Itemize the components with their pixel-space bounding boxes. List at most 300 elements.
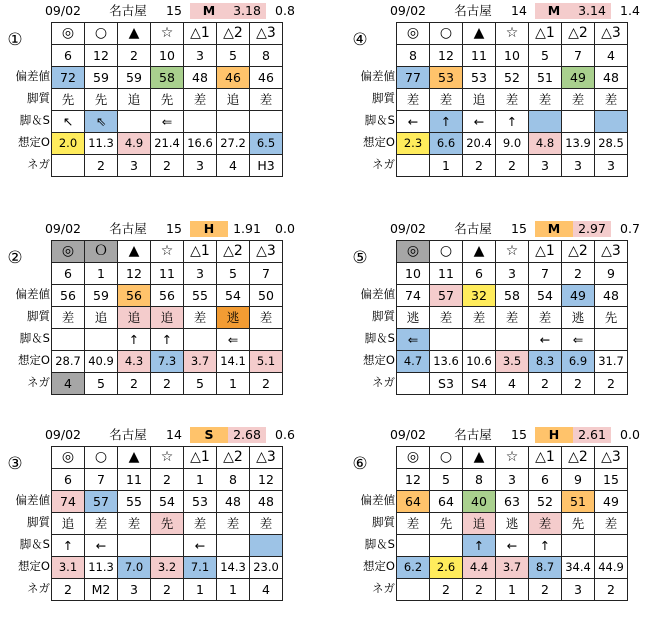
negative-cell: 1 [430, 155, 463, 177]
race-card-6 [345, 424, 667, 628]
estimated-odds-cell: 4.4 [463, 557, 496, 579]
estimated-odds-cell: 10.6 [463, 351, 496, 373]
race-venue: 名古屋 [454, 3, 492, 18]
diff-value: 0.0 [620, 427, 640, 442]
negative-row [397, 579, 628, 601]
estimated-odds-cell: 4.9 [118, 133, 151, 155]
negative-cell: H3 [250, 155, 283, 177]
hensachi-cell: 74 [397, 285, 430, 307]
negative-cell: 4 [217, 155, 250, 177]
race-date: 09/02 [44, 427, 82, 442]
row-label: 脚＆S [364, 113, 395, 127]
hensachi-cell: 64 [397, 491, 430, 513]
hensachi-cell: 51 [562, 491, 595, 513]
mark-cell: △2 [217, 447, 250, 469]
mark-cell: ○ [85, 447, 118, 469]
horse-number-cell: 1 [85, 263, 118, 285]
mark-cell: ☆ [496, 241, 529, 263]
running-style-cell: 逃 [496, 513, 529, 535]
mark-row [397, 241, 628, 263]
horse-number-cell: 7 [85, 469, 118, 491]
mark-row [397, 447, 628, 469]
running-style-cell: 差 [529, 89, 562, 111]
running-style-cell: 追 [217, 89, 250, 111]
leg-speed-cell: ← [529, 329, 562, 351]
negative-cell: 3 [118, 579, 151, 601]
race-table [396, 446, 628, 601]
running-style-cell: 差 [397, 513, 430, 535]
running-style-cell: 差 [496, 89, 529, 111]
negative-cell: 3 [562, 155, 595, 177]
negative-cell: 4 [52, 373, 85, 395]
mark-cell: △2 [562, 241, 595, 263]
row-label: 脚＆S [19, 537, 50, 551]
hensachi-cell: 52 [529, 491, 562, 513]
horse-number-cell: 3 [496, 469, 529, 491]
estimated-odds-cell: 6.6 [430, 133, 463, 155]
row-label: 脚＆S [19, 331, 50, 345]
race-card-2 [0, 218, 322, 422]
estimated-odds-cell: 7.1 [184, 557, 217, 579]
row-label: 脚質 [27, 515, 50, 529]
hensachi-cell: 59 [85, 285, 118, 307]
mark-cell: △3 [595, 447, 628, 469]
mark-cell: ◎ [397, 447, 430, 469]
row-label: 想定O [362, 135, 395, 149]
race-header [0, 0, 322, 22]
hensachi-row [52, 491, 283, 513]
running-style-row [397, 513, 628, 535]
row-label: 偏差値 [15, 493, 50, 507]
negative-cell: M2 [85, 579, 118, 601]
horse-number-cell: 11 [430, 263, 463, 285]
race-venue: 名古屋 [454, 427, 492, 442]
horse-number-cell: 3 [496, 263, 529, 285]
row-label: 脚質 [27, 309, 50, 323]
hensachi-cell: 48 [184, 67, 217, 89]
row-label: 脚＆S [364, 537, 395, 551]
negative-cell: 2 [151, 373, 184, 395]
estimated-odds-cell: 27.2 [217, 133, 250, 155]
running-style-cell: 差 [184, 307, 217, 329]
running-style-cell: 先 [52, 89, 85, 111]
horse-number-cell: 8 [463, 469, 496, 491]
hensachi-cell: 57 [430, 285, 463, 307]
hensachi-cell: 54 [217, 285, 250, 307]
negative-cell: 1 [217, 373, 250, 395]
negative-row [397, 155, 628, 177]
running-style-cell: 追 [151, 307, 184, 329]
leg-speed-cell [52, 329, 85, 351]
mark-cell: ▲ [463, 241, 496, 263]
hensachi-cell: 55 [118, 491, 151, 513]
race-number: ① [7, 30, 23, 50]
mark-cell: ◎ [52, 241, 85, 263]
horse-number-cell: 5 [217, 45, 250, 67]
estimated-odds-row [397, 351, 628, 373]
running-style-cell: 差 [184, 513, 217, 535]
mark-cell: ▲ [118, 23, 151, 45]
negative-row [52, 373, 283, 395]
odds-value: 2.68 [228, 427, 266, 443]
hensachi-cell: 49 [562, 67, 595, 89]
estimated-odds-cell: 20.4 [463, 133, 496, 155]
leg-speed-cell: ↑ [430, 111, 463, 133]
mark-cell: △3 [250, 447, 283, 469]
leg-speed-cell: ↑ [151, 329, 184, 351]
race-table [51, 22, 283, 177]
running-style-cell: 差 [217, 513, 250, 535]
hensachi-cell: 48 [217, 491, 250, 513]
row-label: 想定O [17, 559, 50, 573]
running-style-cell: 追 [118, 89, 151, 111]
pace-badge: H [535, 427, 573, 443]
leg-speed-cell [529, 111, 562, 133]
leg-speed-cell [430, 329, 463, 351]
running-style-row [52, 89, 283, 111]
leg-speed-cell: ⇐ [562, 329, 595, 351]
running-style-cell: 差 [52, 307, 85, 329]
running-style-cell: 差 [397, 89, 430, 111]
running-style-cell: 先 [430, 513, 463, 535]
leg-speed-cell: ↑ [529, 535, 562, 557]
race-number: ⑥ [352, 454, 368, 474]
leg-speed-cell: ← [184, 535, 217, 557]
running-style-cell: 差 [595, 513, 628, 535]
race-header [345, 0, 667, 22]
hensachi-cell: 58 [151, 67, 184, 89]
hensachi-cell: 54 [151, 491, 184, 513]
running-style-cell: 先 [85, 89, 118, 111]
hensachi-row [52, 67, 283, 89]
estimated-odds-cell: 7.0 [118, 557, 151, 579]
row-label: ネガ [372, 581, 395, 595]
hensachi-cell: 53 [463, 67, 496, 89]
hensachi-row [397, 491, 628, 513]
hensachi-cell: 77 [397, 67, 430, 89]
estimated-odds-cell: 31.7 [595, 351, 628, 373]
running-style-cell: 先 [151, 513, 184, 535]
estimated-odds-cell: 44.9 [595, 557, 628, 579]
leg-speed-row [52, 329, 283, 351]
race-venue: 名古屋 [109, 3, 147, 18]
row-label: 想定O [362, 353, 395, 367]
leg-speed-cell [463, 329, 496, 351]
race-header [0, 424, 322, 446]
horse-number-cell: 12 [118, 263, 151, 285]
horse-number-cell: 10 [397, 263, 430, 285]
horse-number-cell: 5 [430, 469, 463, 491]
race-date: 09/02 [44, 221, 82, 236]
hensachi-cell: 53 [184, 491, 217, 513]
horse-number-cell: 9 [562, 469, 595, 491]
race-date: 09/02 [389, 221, 427, 236]
horse-number-cell: 11 [463, 45, 496, 67]
hensachi-cell: 63 [496, 491, 529, 513]
leg-speed-cell [184, 329, 217, 351]
horse-number-cell: 6 [52, 263, 85, 285]
field-size: 15 [511, 427, 527, 442]
row-label: 想定O [17, 135, 50, 149]
negative-cell: S3 [430, 373, 463, 395]
leg-speed-cell: ⇖ [85, 111, 118, 133]
negative-cell: 2 [85, 155, 118, 177]
mark-cell: △1 [529, 447, 562, 469]
horse-number-cell: 5 [217, 263, 250, 285]
running-style-cell: 追 [52, 513, 85, 535]
estimated-odds-cell: 34.4 [562, 557, 595, 579]
mark-row [52, 23, 283, 45]
hensachi-cell: 51 [529, 67, 562, 89]
mark-cell: ☆ [151, 23, 184, 45]
running-style-cell: 追 [85, 307, 118, 329]
negative-cell: 1 [217, 579, 250, 601]
row-label: ネガ [372, 157, 395, 171]
pace-badge: S [190, 427, 228, 443]
negative-cell: 2 [595, 579, 628, 601]
odds-value: 1.91 [233, 221, 261, 236]
leg-speed-row [397, 329, 628, 351]
leg-speed-cell [397, 535, 430, 557]
leg-speed-cell [562, 535, 595, 557]
negative-cell: 2 [118, 373, 151, 395]
leg-speed-cell: ↑ [463, 535, 496, 557]
horse-number-cell: 8 [217, 469, 250, 491]
race-header [345, 424, 667, 446]
horse-number-cell: 3 [184, 263, 217, 285]
leg-speed-cell [217, 535, 250, 557]
mark-cell: △1 [184, 23, 217, 45]
race-number: ④ [352, 30, 368, 50]
race-header [345, 218, 667, 240]
race-card-5 [345, 218, 667, 422]
horse-number-cell: 7 [250, 263, 283, 285]
estimated-odds-row [52, 351, 283, 373]
mark-cell: ▲ [118, 447, 151, 469]
running-style-cell: 逃 [217, 307, 250, 329]
diff-value: 0.7 [620, 221, 640, 236]
negative-cell: 2 [463, 155, 496, 177]
hensachi-cell: 48 [595, 67, 628, 89]
mark-cell: ▲ [463, 23, 496, 45]
pace-badge: H [190, 221, 228, 237]
hensachi-cell: 72 [52, 67, 85, 89]
negative-cell [397, 579, 430, 601]
leg-speed-cell: ⇐ [151, 111, 184, 133]
diff-value: 1.4 [620, 3, 640, 18]
negative-cell: 1 [496, 579, 529, 601]
leg-speed-cell [151, 535, 184, 557]
hensachi-cell: 74 [52, 491, 85, 513]
hensachi-cell: 64 [430, 491, 463, 513]
running-style-cell: 追 [118, 307, 151, 329]
row-label: 脚＆S [364, 331, 395, 345]
negative-row [52, 579, 283, 601]
negative-cell [52, 155, 85, 177]
field-size: 15 [511, 221, 527, 236]
leg-speed-cell [250, 535, 283, 557]
diff-value: 0.0 [275, 221, 295, 236]
leg-speed-row [397, 535, 628, 557]
row-label: ネガ [372, 375, 395, 389]
running-style-cell: 差 [430, 307, 463, 329]
negative-cell: 3 [595, 155, 628, 177]
estimated-odds-cell: 9.0 [496, 133, 529, 155]
leg-speed-cell [250, 329, 283, 351]
row-label: 脚質 [372, 91, 395, 105]
mark-cell: ☆ [151, 447, 184, 469]
negative-cell: 4 [250, 579, 283, 601]
odds-value: 3.14 [573, 3, 611, 19]
race-date: 09/02 [44, 3, 82, 18]
row-label: 脚＆S [19, 113, 50, 127]
horse-number-row [397, 469, 628, 491]
mark-cell: △1 [529, 23, 562, 45]
negative-cell: 2 [250, 373, 283, 395]
negative-cell: 3 [529, 155, 562, 177]
horse-number-cell: 12 [250, 469, 283, 491]
running-style-cell: 差 [595, 89, 628, 111]
estimated-odds-row [397, 557, 628, 579]
hensachi-cell: 56 [118, 285, 151, 307]
diff-value: 0.6 [275, 427, 295, 442]
hensachi-cell: 40 [463, 491, 496, 513]
horse-number-row [52, 45, 283, 67]
leg-speed-cell [595, 111, 628, 133]
leg-speed-cell [496, 329, 529, 351]
hensachi-cell: 32 [463, 285, 496, 307]
leg-speed-cell: ⇐ [397, 329, 430, 351]
mark-cell: ▲ [118, 241, 151, 263]
hensachi-cell: 59 [118, 67, 151, 89]
race-card-3 [0, 424, 322, 628]
estimated-odds-cell: 5.1 [250, 351, 283, 373]
negative-cell: 2 [151, 155, 184, 177]
horse-number-row [397, 263, 628, 285]
leg-speed-cell [430, 535, 463, 557]
race-card-4 [345, 0, 667, 204]
negative-cell: 2 [562, 373, 595, 395]
race-venue: 名古屋 [454, 221, 492, 236]
horse-number-cell: 6 [52, 45, 85, 67]
negative-cell: 3 [562, 579, 595, 601]
horse-number-cell: 12 [430, 45, 463, 67]
running-style-cell: 差 [562, 89, 595, 111]
running-style-cell: 差 [496, 307, 529, 329]
estimated-odds-cell: 4.3 [118, 351, 151, 373]
negative-cell: 2 [529, 579, 562, 601]
row-label: 想定O [17, 353, 50, 367]
running-style-cell: 追 [463, 89, 496, 111]
race-venue: 名古屋 [109, 427, 147, 442]
horse-number-cell: 6 [52, 469, 85, 491]
row-label: ネガ [27, 581, 50, 595]
negative-cell [397, 373, 430, 395]
negative-cell: 3 [118, 155, 151, 177]
running-style-cell: 先 [562, 513, 595, 535]
hensachi-cell: 48 [250, 491, 283, 513]
horse-number-cell: 11 [118, 469, 151, 491]
negative-cell: 5 [85, 373, 118, 395]
estimated-odds-cell: 7.3 [151, 351, 184, 373]
mark-cell: △3 [595, 241, 628, 263]
estimated-odds-cell: 14.3 [217, 557, 250, 579]
estimated-odds-cell: 3.5 [496, 351, 529, 373]
hensachi-cell: 48 [595, 285, 628, 307]
negative-cell: 1 [184, 579, 217, 601]
hensachi-cell: 57 [85, 491, 118, 513]
negative-cell: S4 [463, 373, 496, 395]
mark-cell: ◎ [397, 23, 430, 45]
estimated-odds-cell: 4.8 [529, 133, 562, 155]
row-label: 偏差値 [15, 287, 50, 301]
row-label: ネガ [27, 157, 50, 171]
mark-cell: △2 [217, 241, 250, 263]
mark-row [52, 241, 283, 263]
estimated-odds-cell: 2.0 [52, 133, 85, 155]
horse-number-cell: 7 [562, 45, 595, 67]
row-label: 偏差値 [360, 287, 395, 301]
leg-speed-cell [118, 111, 151, 133]
estimated-odds-cell: 8.3 [529, 351, 562, 373]
running-style-row [52, 307, 283, 329]
leg-speed-row [52, 111, 283, 133]
race-number: ⑤ [352, 248, 368, 268]
odds-value: 2.97 [573, 221, 611, 237]
running-style-cell: 差 [250, 89, 283, 111]
negative-row [397, 373, 628, 395]
leg-speed-row [397, 111, 628, 133]
hensachi-cell: 49 [595, 491, 628, 513]
estimated-odds-cell: 13.6 [430, 351, 463, 373]
horse-number-cell: 6 [463, 263, 496, 285]
mark-cell: △2 [562, 447, 595, 469]
mark-row [52, 447, 283, 469]
hensachi-cell: 56 [151, 285, 184, 307]
mark-cell: ○ [85, 23, 118, 45]
race-table [51, 446, 283, 601]
mark-cell: ☆ [496, 23, 529, 45]
race-number: ③ [7, 454, 23, 474]
mark-cell: Ｏ [85, 241, 118, 263]
leg-speed-cell [217, 111, 250, 133]
estimated-odds-cell: 3.1 [52, 557, 85, 579]
leg-speed-cell [595, 535, 628, 557]
negative-cell: 2 [52, 579, 85, 601]
mark-cell: ☆ [496, 447, 529, 469]
running-style-cell: 差 [250, 513, 283, 535]
horse-number-cell: 11 [151, 263, 184, 285]
horse-number-cell: 8 [397, 45, 430, 67]
estimated-odds-cell: 11.3 [85, 133, 118, 155]
running-style-cell: 差 [250, 307, 283, 329]
horse-number-cell: 2 [118, 45, 151, 67]
hensachi-cell: 46 [250, 67, 283, 89]
running-style-cell: 先 [151, 89, 184, 111]
hensachi-cell: 55 [184, 285, 217, 307]
hensachi-cell: 50 [250, 285, 283, 307]
horse-number-cell: 12 [85, 45, 118, 67]
odds-value: 3.18 [228, 3, 266, 19]
negative-cell: 3 [184, 155, 217, 177]
estimated-odds-cell: 2.6 [430, 557, 463, 579]
mark-cell: △1 [529, 241, 562, 263]
mark-row [397, 23, 628, 45]
mark-cell: ○ [430, 447, 463, 469]
estimated-odds-cell: 14.1 [217, 351, 250, 373]
hensachi-cell: 46 [217, 67, 250, 89]
estimated-odds-cell: 13.9 [562, 133, 595, 155]
